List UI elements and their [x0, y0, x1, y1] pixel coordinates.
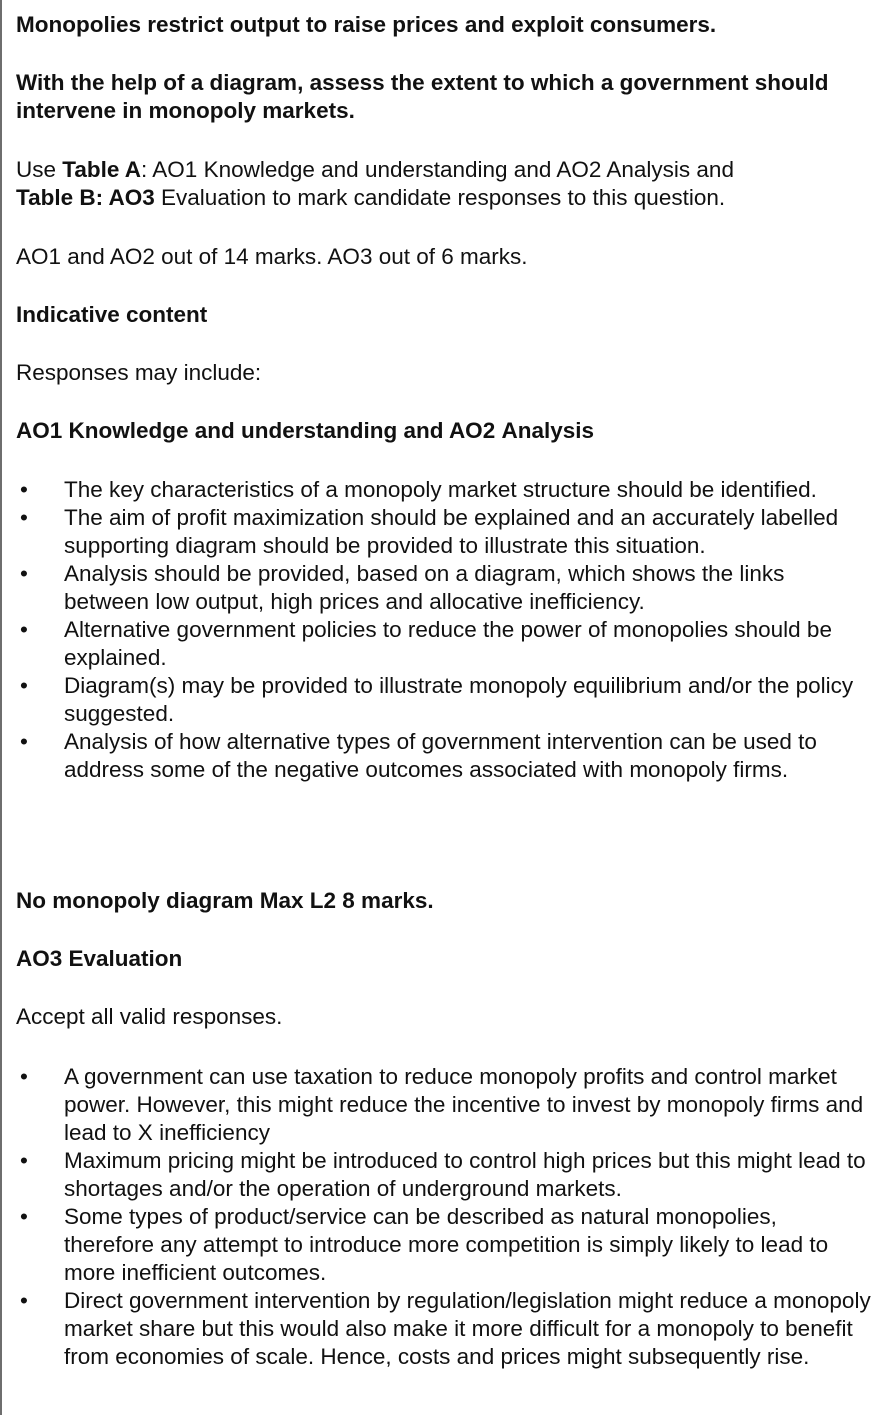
bullet-icon: •	[20, 1064, 28, 1089]
bullet-icon: •	[20, 729, 28, 754]
ao1-ao2-heading: AO1 Knowledge and understanding and AO2 Analysis	[16, 418, 595, 443]
bullet-icon: •	[20, 505, 28, 530]
table-b-label: Table B: AO3	[16, 185, 155, 210]
bullet-icon: •	[20, 561, 28, 586]
bullet-icon: •	[20, 617, 28, 642]
list-item-text: Direct government intervention by regulation/legislation might reduce a monopoly market share but this would also make it more difficult for a monopoly to benefit from economies of scale. Hence, costs and prices might subsequently rise.	[64, 1288, 871, 1369]
question-task: With the help of a diagram, assess the extent to which a government should intervene in monopoly markets.	[16, 70, 829, 123]
instruction-text: : AO1 Knowledge and understanding and AO2 Analysis and	[141, 157, 734, 182]
list-item-text: Maximum pricing might be introduced to control high prices but this might lead to shortages and/or the operation of underground markets.	[64, 1148, 866, 1201]
no-diagram-note: No monopoly diagram Max L2 8 marks.	[16, 888, 434, 913]
list-item	[16, 672, 872, 728]
list-item-text: A government can use taxation to reduce monopoly profits and control market power. However, this might reduce the incentive to invest by monopoly firms and lead to X inefficiency	[64, 1064, 864, 1145]
list-item-text: Diagram(s) may be provided to illustrate monopoly equilibrium and/or the policy suggested.	[64, 673, 854, 726]
responses-intro: Responses may include:	[16, 360, 262, 385]
list-item	[16, 560, 872, 616]
question-statement: Monopolies restrict output to raise prices and exploit consumers.	[16, 12, 717, 37]
instruction-text: Use	[16, 157, 63, 182]
ao3-intro: Accept all valid responses.	[16, 1004, 283, 1029]
marks-allocation: AO1 and AO2 out of 14 marks. AO3 out of 6 marks.	[16, 244, 528, 269]
list-item	[16, 1063, 872, 1147]
table-a-label: Table A	[62, 157, 142, 182]
instruction-text: Evaluation to mark candidate responses to this question.	[154, 185, 726, 210]
bullet-icon: •	[20, 477, 28, 502]
list-item	[16, 1287, 872, 1371]
list-item	[16, 476, 872, 504]
ao3-heading: AO3 Evaluation	[16, 946, 183, 971]
list-item-text: Analysis should be provided, based on a diagram, which shows the links between low output, high prices and allocative inefficiency.	[64, 561, 785, 614]
ao3-list	[16, 1063, 872, 1371]
bullet-icon: •	[20, 1288, 28, 1313]
ao1-ao2-list	[16, 476, 872, 784]
list-item-text: Some types of product/service can be described as natural monopolies, therefore any attempt to introduce more competition is simply likely to lead to more inefficient outcomes.	[64, 1204, 829, 1285]
list-item	[16, 1147, 872, 1203]
indicative-content-heading: Indicative content	[16, 302, 208, 327]
list-item-text: The aim of profit maximization should be explained and an accurately labelled supporting diagram should be provided to illustrate this situation.	[64, 505, 839, 558]
list-item	[16, 504, 872, 560]
bullet-icon: •	[20, 1204, 28, 1229]
bullet-icon: •	[20, 1148, 28, 1173]
list-item	[16, 616, 872, 672]
list-item-text: Analysis of how alternative types of government intervention can be used to address some of the negative outcomes associated with monopoly firms.	[64, 729, 817, 782]
list-item-text: Alternative government policies to reduce the power of monopolies should be explained.	[64, 617, 832, 670]
list-item-text: The key characteristics of a monopoly market structure should be identified.	[64, 477, 817, 502]
marking-instructions	[16, 156, 872, 212]
list-item	[16, 1203, 872, 1287]
bullet-icon: •	[20, 673, 28, 698]
list-item	[16, 728, 872, 784]
